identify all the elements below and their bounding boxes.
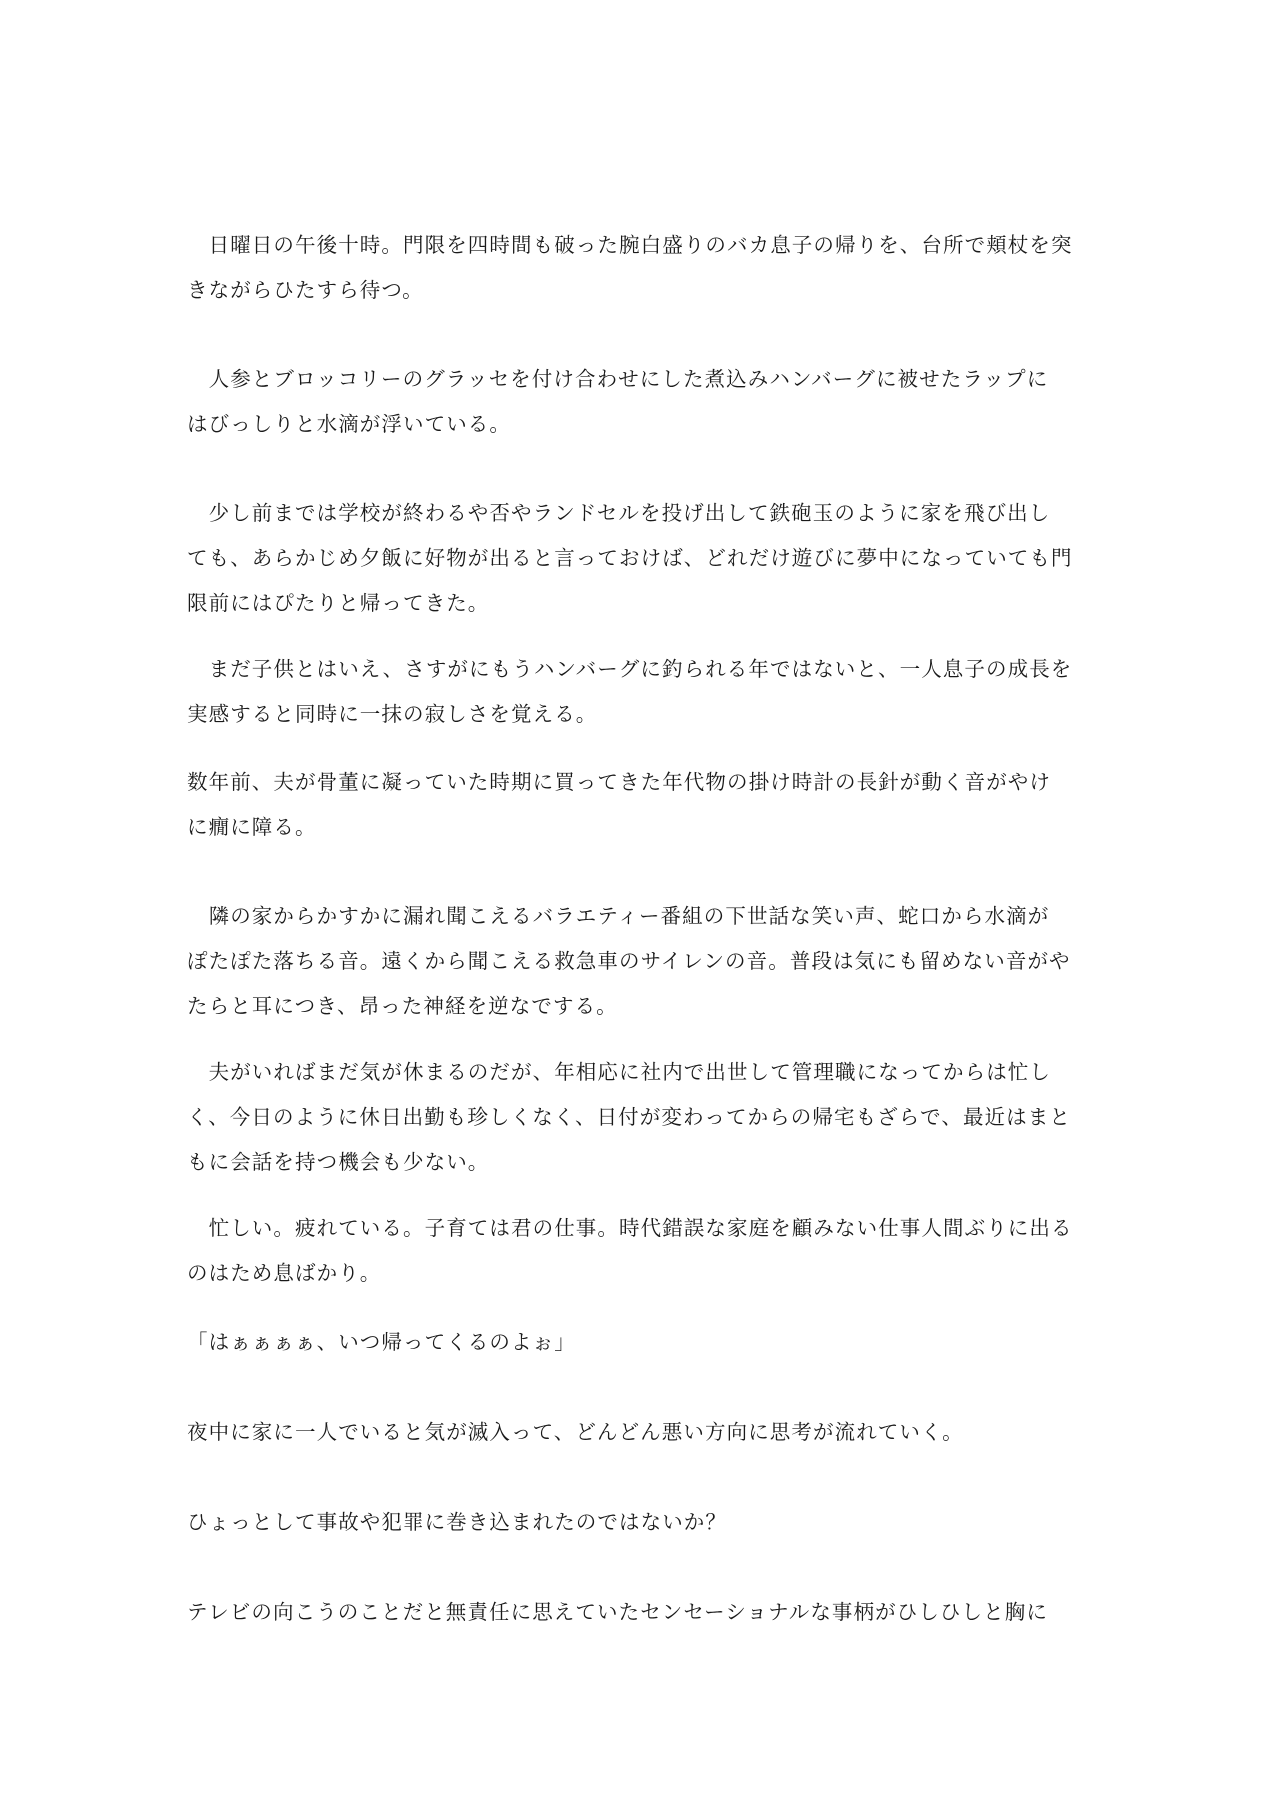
text-line: ても、あらかじめ夕飯に好物が出ると言っておけば、どれだけ遊びに夢中になっていても門 [187, 546, 1073, 570]
text-line: 実感すると同時に一抹の寂しさを覚える。 [187, 702, 598, 726]
paragraph-12 [187, 1590, 1107, 1635]
paragraph-5 [187, 760, 1107, 850]
text-line: 人参とブロッコリーのグラッセを付け合わせにした煮込みハンバーグに被せたラップに [187, 367, 1049, 391]
text-line: もに会話を持つ機会も少ない。 [187, 1150, 490, 1174]
paragraph-4 [187, 647, 1107, 737]
text-line: 夫がいればまだ気が休まるのだが、年相応に社内で出世して管理職になってからは忙し [187, 1060, 1051, 1084]
text-line: ぽたぽた落ちる音。遠くから聞こえる救急車のサイレンの音。普段は気にも留めない音がや [187, 949, 1071, 973]
text-line: 日曜日の午後十時。門限を四時間も破った腕白盛りのバカ息子の帰りを、台所で頬杖を突 [187, 233, 1073, 257]
text-line: 少し前までは学校が終わるや否やランドセルを投げ出して鉄砲玉のように家を飛び出し [187, 501, 1051, 525]
text-line: ひょっとして事故や犯罪に巻き込まれたのではないか？ [187, 1510, 727, 1534]
paragraph-6 [187, 894, 1107, 1029]
paragraph-2 [187, 357, 1107, 447]
paragraph-8 [187, 1206, 1107, 1296]
text-line: まだ子供とはいえ、さすがにもうハンバーグに釣られる年ではないと、一人息子の成長を [187, 657, 1073, 681]
text-line: 忙しい。疲れている。子育ては君の仕事。時代錯誤な家庭を顧みない仕事人間ぶりに出る [187, 1216, 1073, 1240]
text-line: テレビの向こうのことだと無責任に思えていたセンセーショナルな事柄がひしひしと胸に [187, 1600, 1048, 1624]
paragraph-3 [187, 491, 1107, 626]
text-line: 限前にはぴたりと帰ってきた。 [187, 591, 490, 615]
text-line: 数年前、夫が骨董に凝っていた時期に買ってきた年代物の掛け時計の長針が動く音がやけ [187, 770, 1051, 794]
text-line: く、今日のように休日出勤も珍しくなく、日付が変わってからの帰宅もざらで、最近はまと [187, 1105, 1071, 1129]
text-line: たらと耳につき、昂った神経を逆なでする。 [187, 994, 618, 1018]
text-line: に癇に障る。 [187, 815, 317, 839]
text-line: はびっしりと水滴が浮いている。 [187, 412, 511, 436]
text-line: 夜中に家に一人でいると気が滅入って、どんどん悪い方向に思考が流れていく。 [187, 1420, 964, 1444]
paragraph-10 [187, 1410, 1107, 1455]
text-line: きながらひたすら待つ。 [187, 278, 424, 302]
text-line: のはため息ばかり。 [187, 1261, 382, 1285]
paragraph-11 [187, 1500, 1107, 1545]
paragraph-1 [187, 223, 1107, 313]
text-line: 隣の家からかすかに漏れ聞こえるバラエティー番組の下世話な笑い声、蛇口から水滴が [187, 904, 1050, 928]
paragraph-7 [187, 1050, 1107, 1185]
paragraph-9-dialogue [187, 1320, 1107, 1365]
text-line: 「はぁぁぁぁ、いつ帰ってくるのよぉ」 [187, 1330, 576, 1354]
